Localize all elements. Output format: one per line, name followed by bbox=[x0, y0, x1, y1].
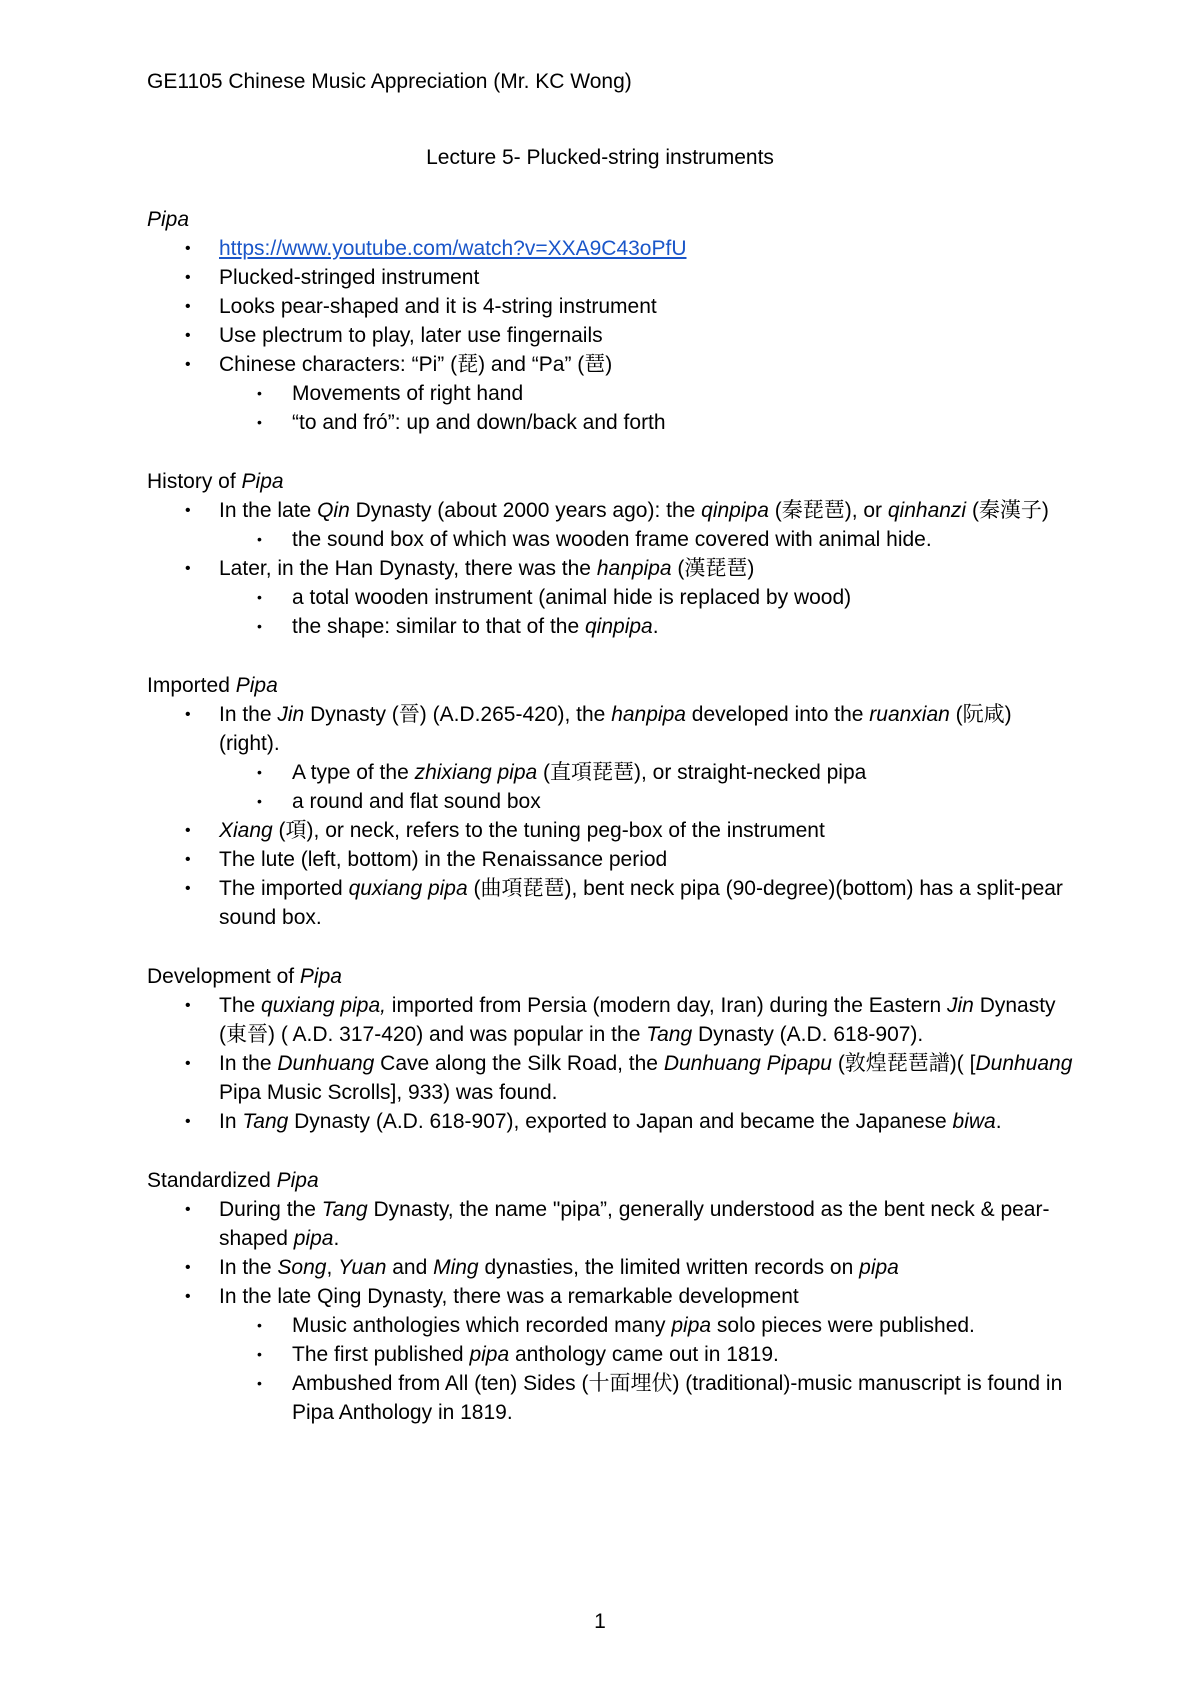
heading-text: Development of bbox=[147, 965, 300, 988]
italic-text: hanpipa bbox=[611, 703, 686, 726]
italic-text: Tang bbox=[646, 1023, 693, 1046]
text: Dynasty (東晉) ( A.D. 317-420) and was popular in the bbox=[219, 994, 1056, 1046]
bullet-item bbox=[147, 350, 1077, 379]
section bbox=[147, 962, 1077, 1136]
italic-text: Tang bbox=[242, 1110, 289, 1133]
italic-text: hanpipa bbox=[596, 557, 672, 580]
italic-text: Qin bbox=[317, 499, 350, 522]
text: solo pieces were published. bbox=[711, 1314, 975, 1337]
text: the shape: similar to that of the bbox=[292, 615, 585, 638]
text: The bbox=[219, 994, 262, 1017]
text: anthology came out in 1819. bbox=[509, 1343, 779, 1366]
italic-text: zhixiang pipa bbox=[414, 761, 538, 784]
text: (漢琵琶) bbox=[671, 557, 755, 580]
text: Dynasty (A.D. 618-907), exported to Japan and became the Japanese bbox=[288, 1110, 953, 1133]
sub-bullet-item bbox=[147, 379, 1077, 408]
text: the sound box of which was wooden frame covered with animal hide. bbox=[292, 528, 932, 551]
youtube-link[interactable] bbox=[219, 237, 687, 260]
bullet-item bbox=[147, 1282, 1077, 1311]
text: In the late bbox=[219, 499, 318, 522]
italic-text: Xiang bbox=[219, 819, 273, 842]
sub-bullet-item bbox=[147, 1311, 1077, 1340]
sub-bullet-item bbox=[147, 1340, 1077, 1369]
text: Dynasty (晉) (A.D.265-420), the bbox=[304, 703, 612, 726]
italic-text: qinhanzi bbox=[887, 499, 967, 522]
text: The lute (left, bottom) in the Renaissance period bbox=[219, 848, 668, 871]
italic-text: Jin bbox=[277, 703, 305, 726]
text: (秦漢子) bbox=[966, 499, 1049, 522]
text: Plucked-stringed instrument bbox=[219, 266, 480, 289]
bullet-item bbox=[147, 1107, 1077, 1136]
bullet-item bbox=[147, 991, 1077, 1049]
bullet-item bbox=[147, 1195, 1077, 1253]
text: . bbox=[333, 1227, 340, 1250]
sub-bullet-item bbox=[147, 758, 1077, 787]
bullet-item bbox=[147, 816, 1077, 845]
italic-text: qinpipa bbox=[585, 615, 653, 638]
text: Looks pear-shaped and it is 4-string instrument bbox=[219, 295, 657, 318]
heading-text: Standardized bbox=[147, 1169, 277, 1192]
italic-text: quxiang pipa bbox=[348, 877, 468, 900]
section-heading bbox=[147, 962, 1077, 991]
italic-text: biwa bbox=[952, 1110, 996, 1133]
section-heading bbox=[147, 1166, 1077, 1195]
text: The imported bbox=[219, 877, 349, 900]
bullet-item bbox=[147, 263, 1077, 292]
text: Dynasty (A.D. 618-907). bbox=[692, 1023, 924, 1046]
text: (曲項琵琶), bent neck pipa (90-degree)(bottom) has a split-pear sound box. bbox=[219, 877, 1063, 929]
text: During the bbox=[219, 1198, 322, 1221]
text: In the bbox=[219, 1256, 278, 1279]
italic-text: Ming bbox=[433, 1256, 479, 1279]
text: (秦琵琶), or bbox=[768, 499, 888, 522]
italic-text: Dunhuang bbox=[277, 1052, 375, 1075]
text: In the bbox=[219, 1052, 278, 1075]
heading-italic-text: Pipa bbox=[299, 965, 342, 988]
bullet-list bbox=[147, 991, 1077, 1136]
italic-text: Dunhuang Pipapu bbox=[663, 1052, 832, 1075]
text: Ambushed from All (ten) Sides (十面埋伏) (traditional)-music manuscript is found in Pipa Anthology in 1819. bbox=[292, 1372, 1063, 1424]
text: (項), or neck, refers to the tuning peg-box of the instrument bbox=[272, 819, 825, 842]
section-heading bbox=[147, 467, 1077, 496]
heading-italic-text: Pipa bbox=[241, 470, 284, 493]
italic-text: Song bbox=[277, 1256, 327, 1279]
text: . bbox=[652, 615, 659, 638]
italic-text: quxiang pipa, bbox=[261, 994, 386, 1017]
text: A type of the bbox=[292, 761, 415, 784]
bullet-item bbox=[147, 874, 1077, 932]
bullet-item bbox=[147, 1049, 1077, 1107]
italic-text: qinpipa bbox=[701, 499, 769, 522]
sub-bullet-item bbox=[147, 525, 1077, 554]
italic-text: Tang bbox=[321, 1198, 368, 1221]
bullet-item bbox=[147, 321, 1077, 350]
text: a total wooden instrument (animal hide is replaced by wood) bbox=[292, 586, 852, 609]
italic-text: pipa bbox=[469, 1343, 510, 1366]
section bbox=[147, 1166, 1077, 1427]
bullet-item bbox=[147, 234, 1077, 263]
text: Chinese characters: “Pi” (琵) and “Pa” (琶) bbox=[219, 353, 613, 376]
section-heading bbox=[147, 205, 1077, 234]
sub-bullet-item bbox=[147, 583, 1077, 612]
sub-bullet-item bbox=[147, 787, 1077, 816]
document-header: GE1105 Chinese Music Appreciation (Mr. KC Wong) bbox=[147, 70, 632, 93]
lecture-title: Lecture 5- Plucked-string instruments bbox=[426, 146, 774, 169]
bullet-item bbox=[147, 1253, 1077, 1282]
bullet-item bbox=[147, 845, 1077, 874]
text: Pipa Music Scrolls], 933) was found. bbox=[219, 1081, 558, 1104]
heading-text: Imported bbox=[147, 674, 236, 697]
heading-text: History of bbox=[147, 470, 242, 493]
heading-italic-text: Pipa bbox=[276, 1169, 319, 1192]
text: developed into the bbox=[685, 703, 870, 726]
italic-text: ruanxian bbox=[869, 703, 950, 726]
text: Cave along the Silk Road, the bbox=[374, 1052, 664, 1075]
italic-text: Yuan bbox=[338, 1256, 387, 1279]
text: The first published bbox=[292, 1343, 470, 1366]
italic-text: pipa bbox=[671, 1314, 712, 1337]
text: Later, in the Han Dynasty, there was the bbox=[219, 557, 597, 580]
bullet-list bbox=[147, 700, 1077, 932]
text: dynasties, the limited written records on bbox=[478, 1256, 860, 1279]
section bbox=[147, 205, 1077, 437]
section bbox=[147, 671, 1077, 932]
text: Dynasty, the name "pipa”, generally understood as the bent neck & pear-shaped bbox=[219, 1198, 1050, 1250]
section bbox=[147, 467, 1077, 641]
bullet-item bbox=[147, 496, 1077, 525]
text: (阮咸) (right). bbox=[219, 703, 1012, 755]
italic-text: pipa bbox=[859, 1256, 899, 1279]
bullet-item bbox=[147, 554, 1077, 583]
text: (敦煌琵琶譜)( [ bbox=[831, 1052, 976, 1075]
bullet-list bbox=[147, 234, 1077, 437]
text: and bbox=[386, 1256, 434, 1279]
text: Dynasty (about 2000 years ago): the bbox=[349, 499, 702, 522]
text: (直項琵琶), or straight-necked pipa bbox=[537, 761, 867, 784]
sub-bullet-item bbox=[147, 612, 1077, 641]
text: In bbox=[219, 1110, 243, 1133]
text: , bbox=[326, 1256, 339, 1279]
text: imported from Persia (modern day, Iran) during the Eastern bbox=[385, 994, 947, 1017]
text: https://www.youtube.com/watch?v=XXA9C43oPfU bbox=[219, 237, 687, 260]
bullet-item bbox=[147, 700, 1077, 758]
section-heading bbox=[147, 671, 1077, 700]
bullet-item bbox=[147, 292, 1077, 321]
sub-bullet-item bbox=[147, 1369, 1077, 1427]
italic-text: pipa bbox=[293, 1227, 334, 1250]
heading-italic-text: Pipa bbox=[147, 208, 190, 231]
italic-text: Dunhuang bbox=[975, 1052, 1073, 1075]
bullet-list bbox=[147, 1195, 1077, 1427]
text: “to and fró”: up and down/back and forth bbox=[292, 411, 666, 434]
sub-bullet-item bbox=[147, 408, 1077, 437]
document-body bbox=[147, 205, 1077, 1457]
text: In the bbox=[219, 703, 278, 726]
text: a round and flat sound box bbox=[292, 790, 541, 813]
text: Music anthologies which recorded many bbox=[292, 1314, 672, 1337]
bullet-list bbox=[147, 496, 1077, 641]
italic-text: Jin bbox=[947, 994, 974, 1017]
text: In the late Qing Dynasty, there was a remarkable development bbox=[219, 1285, 799, 1308]
text: Movements of right hand bbox=[292, 382, 524, 405]
heading-italic-text: Pipa bbox=[235, 674, 278, 697]
text: . bbox=[995, 1110, 1002, 1133]
page-number: 1 bbox=[594, 1610, 606, 1633]
text: Use plectrum to play, later use fingernails bbox=[219, 324, 603, 347]
